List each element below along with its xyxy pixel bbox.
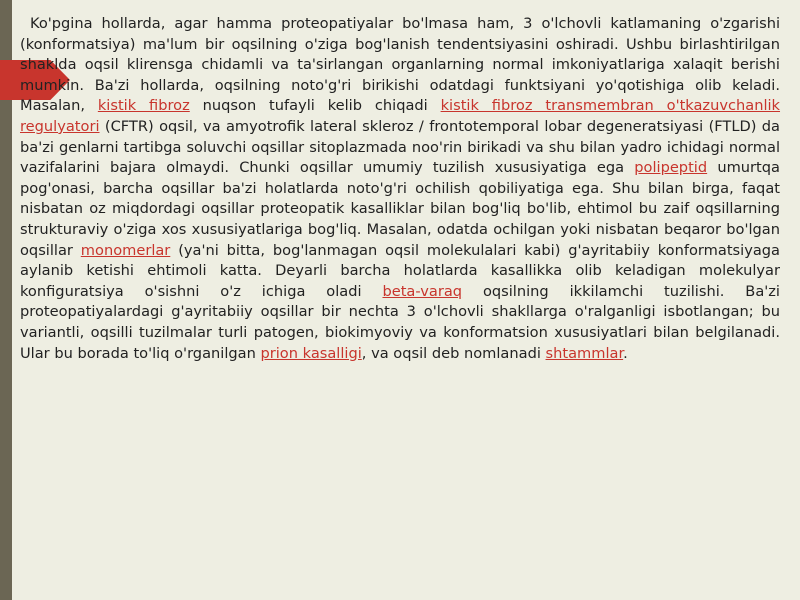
text-segment: (CFTR) oqsil, va amyotrofik lateral skleroz / frontotemporal lobar degeneratsiyasi (FTLD) da ba'zi genlarni tartibga soluvchi oqsillar sitoplazmada noo'rin birikadi va shu bilan yadro ichidagi normal vazifalarini bajara olmaydi. Chunki oqsillar umumiy tuzilish xususiyatiga ega: [20, 117, 780, 177]
text-segment: oqsilning ikkilamchi tuzilishi. Ba'zi proteopatiyalardagi g'ayritabiiy oqsillar bir nechta 3 o'lchovli shakllarga o'ralganligi isbotlangan; bu variantli, oqsilli tuzilmalar turli patogen, biokimyoviy va konformatsion xususiyatlari bilan belgilanadi. Ular bu borada to'liq o'rganilgan: [20, 282, 780, 362]
link-kistik-fibroz[interactable]: kistik fibroz: [97, 97, 190, 115]
text-segment: Ko'pgina hollarda, agar hamma proteopatiyalar bo'lmasa ham, 3 o'lchovli katlamaning o'zgarishi (konformatsiya) ma'lum bir oqsilning o'ziga bog'lanish tendentsiyasini oshiradi. Ushbu birlashtirilgan shaklda oqsil klirensga chidamli va ta'sirlangan organlarning normal imkoniyatlariga xalaqit berishi mumkin. Ba'zi hollarda, oqsilning noto'g'ri birikishi odatdagi funktsiyani yo'qotishiga olib keladi. Masalan,: [20, 15, 780, 115]
link-beta-varaq[interactable]: beta-varaq: [382, 282, 463, 300]
link-monomerlar[interactable]: monomerlar: [80, 241, 171, 259]
link-polipeptid[interactable]: polipeptid: [634, 159, 708, 177]
text-segment: .: [623, 344, 628, 362]
text-segment: nuqson tufayli kelib chiqadi: [189, 97, 441, 115]
text-segment: (ya'ni bitta, bog'lanmagan oqsil molekulalari kabi) g'ayritabiiy konformatsiyaga aylanib ketishi ehtimoli katta. Deyarli barcha holatlarda kasallikka olib keladigan molekulyar konfiguratsiya o'sishni o'z ichiga oladi: [20, 241, 780, 300]
link-prion-kasalligi[interactable]: prion kasalligi: [260, 344, 362, 362]
text-segment: , va oqsil deb nomlanadi: [361, 344, 546, 362]
link-cftr[interactable]: kistik fibroz transmembran o'tkazuvchanlik regulyatori: [20, 97, 781, 135]
slide-body-text: [20, 14, 780, 364]
link-shtammlar[interactable]: shtammlar: [545, 344, 624, 362]
text-segment: umurtqa pog'onasi, barcha oqsillar ba'zi holatlarda noto'g'ri ochilish qobiliyatiga ega. Shu bilan birga, faqat nisbatan oz miqdordagi oqsillar proteopatik kasalliklar bilan bog'liq bo'lib, ehtimol bu zaif oqsillarning strukturaviy o'ziga xos xususiyatlariga bog'liq. Masalan, odatda ochilgan yoki nisbatan beqaror bo'lgan oqsillar: [20, 159, 780, 259]
